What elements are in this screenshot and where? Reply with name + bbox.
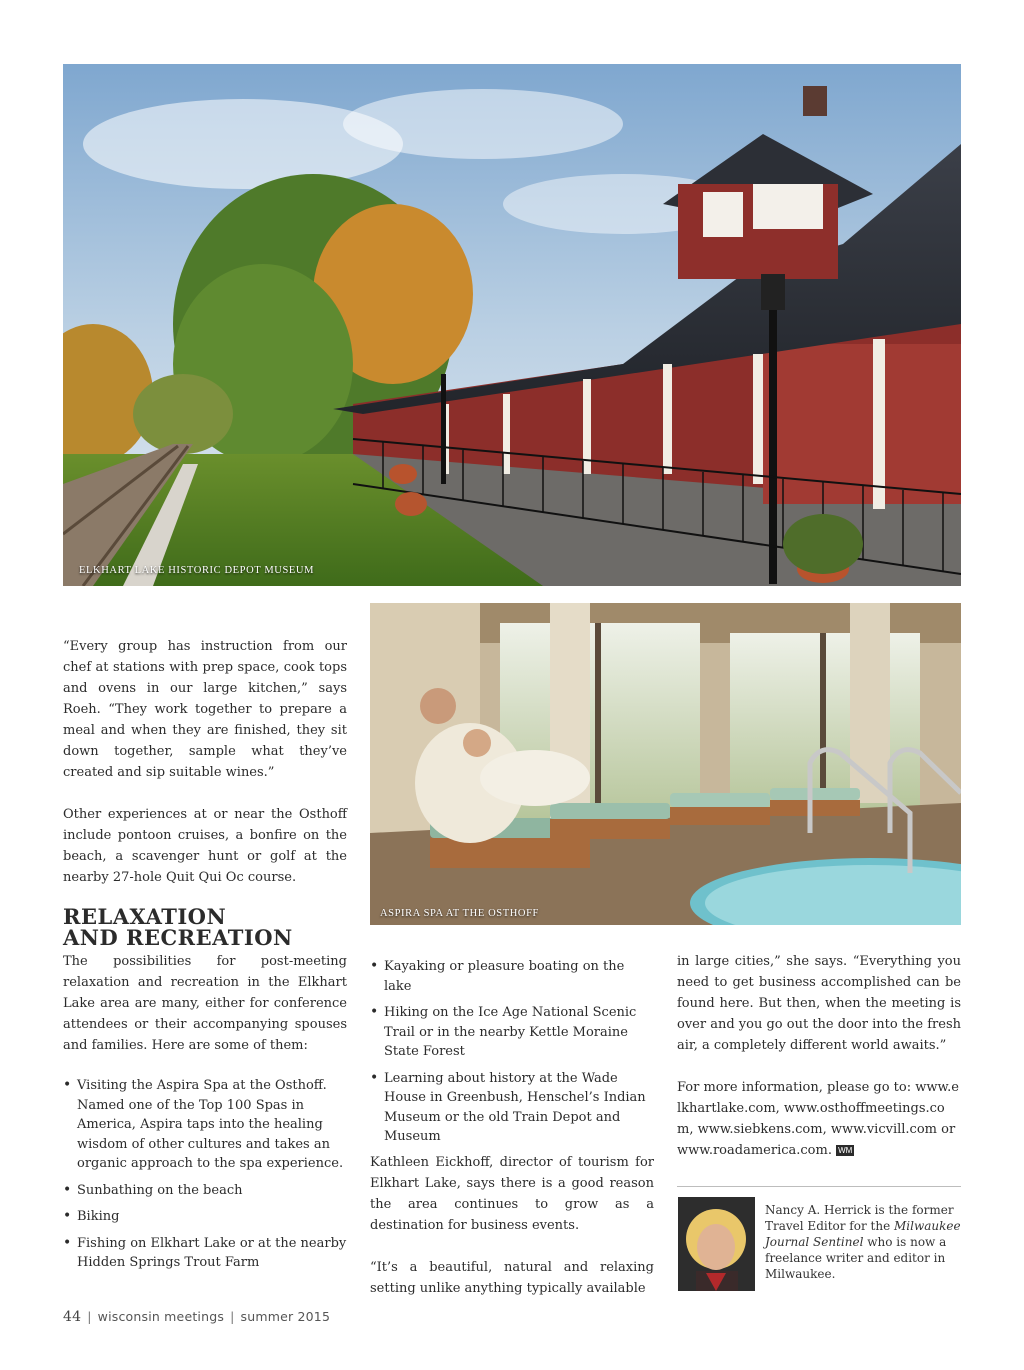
- bullet-icon: •: [63, 1208, 72, 1224]
- list-item: • Hiking on the Ice Age National Scenic Trail or in the nearby Kettle Moraine State Forest: [370, 1004, 637, 1059]
- bullet-icon: •: [63, 1077, 72, 1093]
- list-item: • Learning about history at the Wade House in Greenbush, Henschel’s Indian Museum or the old Train Depot and Museum: [370, 1069, 646, 1144]
- column-2: [370, 957, 654, 1299]
- end-mark: WM: [838, 1146, 853, 1155]
- list-item: • Kayaking or pleasure boating on the lake: [370, 958, 625, 994]
- bullet-icon: •: [370, 1069, 379, 1086]
- bullet-icon: •: [370, 1004, 379, 1020]
- list-item: • Visiting the Aspira Spa at the Osthoff. Named one of the Top 100 Spas in America, Aspira taps into the healing wisdom of other cultures and takes an organic approach to the spa experience.: [63, 1077, 344, 1171]
- column-1-upper: [63, 636, 347, 888]
- spa-photo-caption: ASPIRA SPA AT THE OSTHOFF: [380, 908, 539, 919]
- bullet-icon: •: [370, 958, 379, 974]
- chef-quote-paragraph: “Every group has instruction from our chef at stations with prep space, cook tops and ovens in our large kitchen,” says Roeh. “They work together to prepare a meal and when they are finished, they sit down together, sample what they’ve created and sip suitable wines.”: [63, 639, 347, 780]
- recreation-list-2: [370, 957, 654, 1147]
- depot-photo: [63, 64, 961, 586]
- eickhoff-paragraph: Kathleen Eickhoff, director of tourism for Elkhart Lake, says there is a good reason the area continues to grow as a destination for business events.: [370, 1154, 654, 1233]
- page-footer: [63, 1309, 330, 1325]
- heading-line-1: RELAXATION: [63, 904, 227, 929]
- depot-photo-caption: ELKHART LAKE HISTORIC DEPOT MUSEUM: [79, 565, 315, 576]
- footer-separator: |: [87, 1309, 92, 1324]
- heading-line-2: AND RECREATION: [63, 925, 293, 950]
- author-photo: [678, 1197, 755, 1291]
- cities-quote-paragraph: in large cities,” she says. “Everything you need to get business accomplished can be found here. But then, when the meeting is over and you go out the door into the fresh air, a completely different world awaits.”: [677, 954, 961, 1053]
- other-experiences-paragraph: Other experiences at or near the Osthoff include pontoon cruises, a bonfire on the beach, a scavenger hunt or golf at the nearby 27-hole Quit Qui Oc course.: [63, 807, 347, 885]
- column-1-lower: [63, 951, 347, 1280]
- list-item: • Biking: [63, 1207, 347, 1227]
- list-item: • Fishing on Elkhart Lake or at the nearby Hidden Springs Trout Farm: [63, 1234, 347, 1270]
- page-number: 44: [63, 1309, 82, 1325]
- section-heading: [63, 906, 347, 948]
- bio-line-1: Nancy A. Herrick is the former Travel Editor for the: [765, 1203, 954, 1233]
- author-bio: [765, 1202, 961, 1282]
- bio-divider: [677, 1186, 961, 1187]
- recreation-list-1: [63, 1076, 347, 1273]
- more-info-paragraph: For more information, please go to: www.elkhartlake.com, www.osthoffmeetings.com, www.siebkens.com, www.vicvill.com or www.roadamerica.com. WM: [677, 1080, 959, 1158]
- bio-line-2: who is now a freelance writer and editor in Milwaukee.: [765, 1235, 947, 1281]
- bullet-icon: •: [63, 1181, 72, 1198]
- list-item: • Sunbathing on the beach: [63, 1181, 347, 1201]
- bio-publication: Milwaukee Journal Sentinel: [765, 1219, 961, 1249]
- bullet-icon: •: [63, 1234, 72, 1251]
- publication-name: wisconsin meetings: [97, 1309, 225, 1324]
- footer-separator: |: [230, 1309, 235, 1324]
- possibilities-paragraph: The possibilities for post-meeting relaxation and recreation in the Elkhart Lake area are many, either for conference attendees or their accompanying spouses and families. Here are some of them:: [63, 954, 347, 1053]
- spa-photo: [370, 603, 961, 925]
- issue-date: summer 2015: [240, 1309, 331, 1324]
- beautiful-setting-paragraph: “It’s a beautiful, natural and relaxing setting unlike anything typically available: [370, 1259, 654, 1296]
- column-3: [677, 951, 961, 1161]
